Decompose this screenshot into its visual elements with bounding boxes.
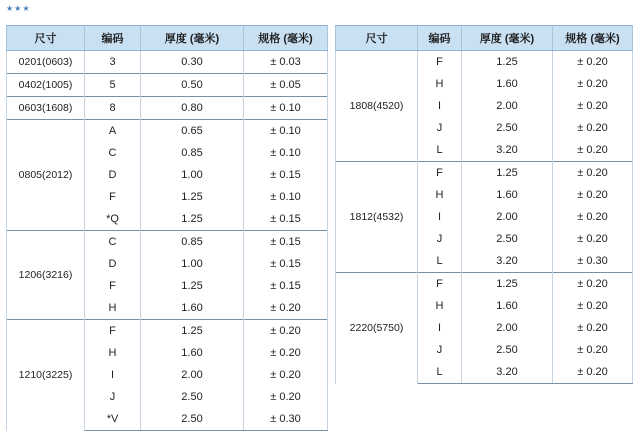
table-row (336, 51, 633, 74)
code-cell: F (85, 320, 141, 343)
tolerance-cell: ± 0.20 (244, 342, 328, 364)
table-row (7, 97, 328, 120)
code-cell: L (418, 361, 462, 384)
tolerance-cell: ± 0.20 (553, 117, 633, 139)
thickness-cell: 0.85 (141, 142, 244, 164)
tolerance-cell: ± 0.20 (553, 339, 633, 361)
thickness-cell: 1.60 (462, 73, 553, 95)
thickness-cell: 2.50 (462, 117, 553, 139)
thickness-cell: 2.50 (462, 228, 553, 250)
header-thickness: 厚度 (毫米) (462, 26, 553, 51)
table-row (336, 162, 633, 185)
size-cell: 0805(2012) (7, 120, 85, 231)
thickness-cell: 2.50 (462, 339, 553, 361)
tolerance-cell: ± 0.20 (553, 295, 633, 317)
left-table-body (7, 51, 328, 431)
thickness-cell: 3.20 (462, 139, 553, 162)
code-cell: L (418, 250, 462, 273)
code-cell: J (418, 339, 462, 361)
tolerance-cell: ± 0.10 (244, 186, 328, 208)
thickness-cell: 3.20 (462, 250, 553, 273)
code-cell: H (85, 297, 141, 320)
code-cell: H (418, 73, 462, 95)
tolerance-cell: ± 0.03 (244, 51, 328, 74)
tolerance-cell: ± 0.20 (244, 297, 328, 320)
size-cell: 1812(4532) (336, 162, 418, 273)
size-cell: 2220(5750) (336, 273, 418, 384)
thickness-cell: 1.60 (462, 184, 553, 206)
thickness-cell: 0.80 (141, 97, 244, 120)
tolerance-cell: ± 0.20 (553, 206, 633, 228)
tolerance-cell: ± 0.20 (553, 51, 633, 74)
tolerance-cell: ± 0.20 (553, 95, 633, 117)
header-tolerance: 规格 (毫米) (553, 26, 633, 51)
code-cell: C (85, 142, 141, 164)
tolerance-cell: ± 0.15 (244, 231, 328, 254)
header-code: 编码 (85, 26, 141, 51)
tolerance-cell: ± 0.20 (553, 139, 633, 162)
star-icons: ★★★ (6, 4, 31, 13)
code-cell: D (85, 164, 141, 186)
thickness-cell: 1.25 (141, 320, 244, 343)
code-cell: I (418, 317, 462, 339)
thickness-cell: 0.30 (141, 51, 244, 74)
table-row (7, 120, 328, 143)
tolerance-cell: ± 0.20 (553, 73, 633, 95)
table-row (7, 51, 328, 74)
thickness-cell: 3.20 (462, 361, 553, 384)
code-cell: I (85, 364, 141, 386)
tolerance-cell: ± 0.20 (553, 228, 633, 250)
size-cell: 1206(3216) (7, 231, 85, 320)
thickness-cell: 2.00 (141, 364, 244, 386)
thickness-cell: 2.50 (141, 408, 244, 431)
thickness-cell: 1.60 (141, 342, 244, 364)
code-cell: H (418, 295, 462, 317)
size-cell: 1210(3225) (7, 320, 85, 431)
thickness-cell: 0.85 (141, 231, 244, 254)
tolerance-cell: ± 0.20 (553, 162, 633, 185)
thickness-cell: 1.25 (141, 208, 244, 231)
tolerance-cell: ± 0.15 (244, 253, 328, 275)
code-cell: H (85, 342, 141, 364)
thickness-cell: 1.60 (462, 295, 553, 317)
tolerance-cell: ± 0.20 (244, 364, 328, 386)
thickness-cell: 2.00 (462, 206, 553, 228)
tolerance-cell: ± 0.15 (244, 275, 328, 297)
size-cell: 0402(1005) (7, 74, 85, 97)
code-cell: H (418, 184, 462, 206)
right-spec-table (335, 25, 633, 384)
tolerance-cell: ± 0.30 (244, 408, 328, 431)
code-cell: *Q (85, 208, 141, 231)
tolerance-cell: ± 0.20 (553, 317, 633, 339)
tolerance-cell: ± 0.05 (244, 74, 328, 97)
size-cell: 1808(4520) (336, 51, 418, 162)
thickness-cell: 2.00 (462, 95, 553, 117)
tolerance-cell: ± 0.30 (553, 250, 633, 273)
code-cell: F (418, 162, 462, 185)
code-cell: I (418, 95, 462, 117)
code-cell: F (418, 51, 462, 74)
tolerance-cell: ± 0.10 (244, 97, 328, 120)
code-cell: J (418, 228, 462, 250)
code-cell: I (418, 206, 462, 228)
thickness-cell: 2.50 (141, 386, 244, 408)
code-cell: D (85, 253, 141, 275)
table-row (7, 320, 328, 343)
code-cell: 5 (85, 74, 141, 97)
header-code: 编码 (418, 26, 462, 51)
thickness-cell: 1.25 (462, 273, 553, 296)
tolerance-cell: ± 0.15 (244, 208, 328, 231)
table-row (7, 74, 328, 97)
thickness-cell: 0.65 (141, 120, 244, 143)
thickness-cell: 1.00 (141, 253, 244, 275)
tolerance-cell: ± 0.15 (244, 164, 328, 186)
header-row (336, 26, 633, 51)
tolerance-cell: ± 0.10 (244, 120, 328, 143)
table-row (7, 231, 328, 254)
code-cell: *V (85, 408, 141, 431)
tolerance-cell: ± 0.20 (553, 184, 633, 206)
tolerance-cell: ± 0.20 (244, 386, 328, 408)
right-table-body (336, 51, 633, 384)
thickness-cell: 1.60 (141, 297, 244, 320)
left-spec-table (6, 25, 328, 431)
table-row (336, 273, 633, 296)
thickness-cell: 1.00 (141, 164, 244, 186)
header-size: 尺寸 (7, 26, 85, 51)
tolerance-cell: ± 0.20 (553, 361, 633, 384)
header-tolerance: 规格 (毫米) (244, 26, 328, 51)
code-cell: J (85, 386, 141, 408)
code-cell: F (85, 186, 141, 208)
size-cell: 0201(0603) (7, 51, 85, 74)
code-cell: F (418, 273, 462, 296)
tolerance-cell: ± 0.20 (244, 320, 328, 343)
code-cell: F (85, 275, 141, 297)
code-cell: L (418, 139, 462, 162)
size-cell: 0603(1608) (7, 97, 85, 120)
thickness-cell: 2.00 (462, 317, 553, 339)
code-cell: A (85, 120, 141, 143)
tolerance-cell: ± 0.20 (553, 273, 633, 296)
thickness-cell: 0.50 (141, 74, 244, 97)
code-cell: C (85, 231, 141, 254)
header-row (7, 26, 328, 51)
thickness-cell: 1.25 (141, 186, 244, 208)
tolerance-cell: ± 0.10 (244, 142, 328, 164)
thickness-cell: 1.25 (141, 275, 244, 297)
thickness-cell: 1.25 (462, 51, 553, 74)
header-thickness: 厚度 (毫米) (141, 26, 244, 51)
code-cell: 3 (85, 51, 141, 74)
code-cell: 8 (85, 97, 141, 120)
header-size: 尺寸 (336, 26, 418, 51)
code-cell: J (418, 117, 462, 139)
thickness-cell: 1.25 (462, 162, 553, 185)
